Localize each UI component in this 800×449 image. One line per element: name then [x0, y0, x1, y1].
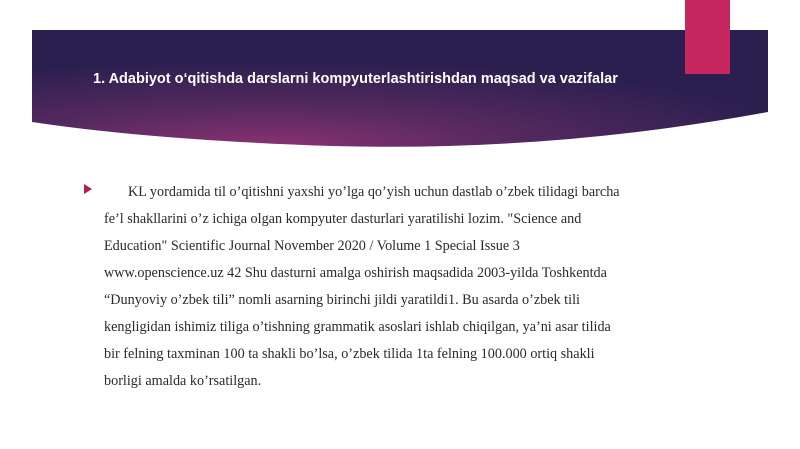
- bullet-arrow-icon: [84, 184, 92, 194]
- body-line: kengligidan ishimiz tiliga o’tishning grammatik asoslari ishlab chiqilgan, ya’ni asar tilida: [104, 319, 611, 335]
- body-line: borligi amalda ko’rsatilgan.: [104, 373, 262, 389]
- title-banner: [32, 30, 768, 150]
- slide-title: 1. Adabiyot o‘qitishda darslarni kompyuterlashtirishdan maqsad va vazifalar: [93, 71, 618, 87]
- body-line: Education" Scientific Journal November 2020 / Volume 1 Special Issue 3: [104, 238, 520, 254]
- body-line: www.openscience.uz 42 Shu dasturni amalga oshirish maqsadida 2003-yilda Toshkentda: [104, 265, 607, 281]
- accent-tab: [685, 0, 730, 74]
- body-line: KL yordamida til o’qitishni yaxshi yo’lga qo’yish uchun dastlab o’zbek tilidagi barcha: [128, 184, 620, 200]
- slide-body: [104, 179, 664, 395]
- body-line: “Dunyoviy o’zbek tili” nomli asarning birinchi jildi yaratildi1. Bu asarda o’zbek tili: [104, 292, 580, 308]
- body-line: bir felning taxminan 100 ta shakli bo’lsa, o’zbek tilida 1ta felning 100.000 ortiq shakli: [104, 346, 595, 362]
- body-line: fe’l shakllarini o’z ichiga olgan kompyuter dasturlari yaratilishi lozim. "Science and: [104, 211, 582, 227]
